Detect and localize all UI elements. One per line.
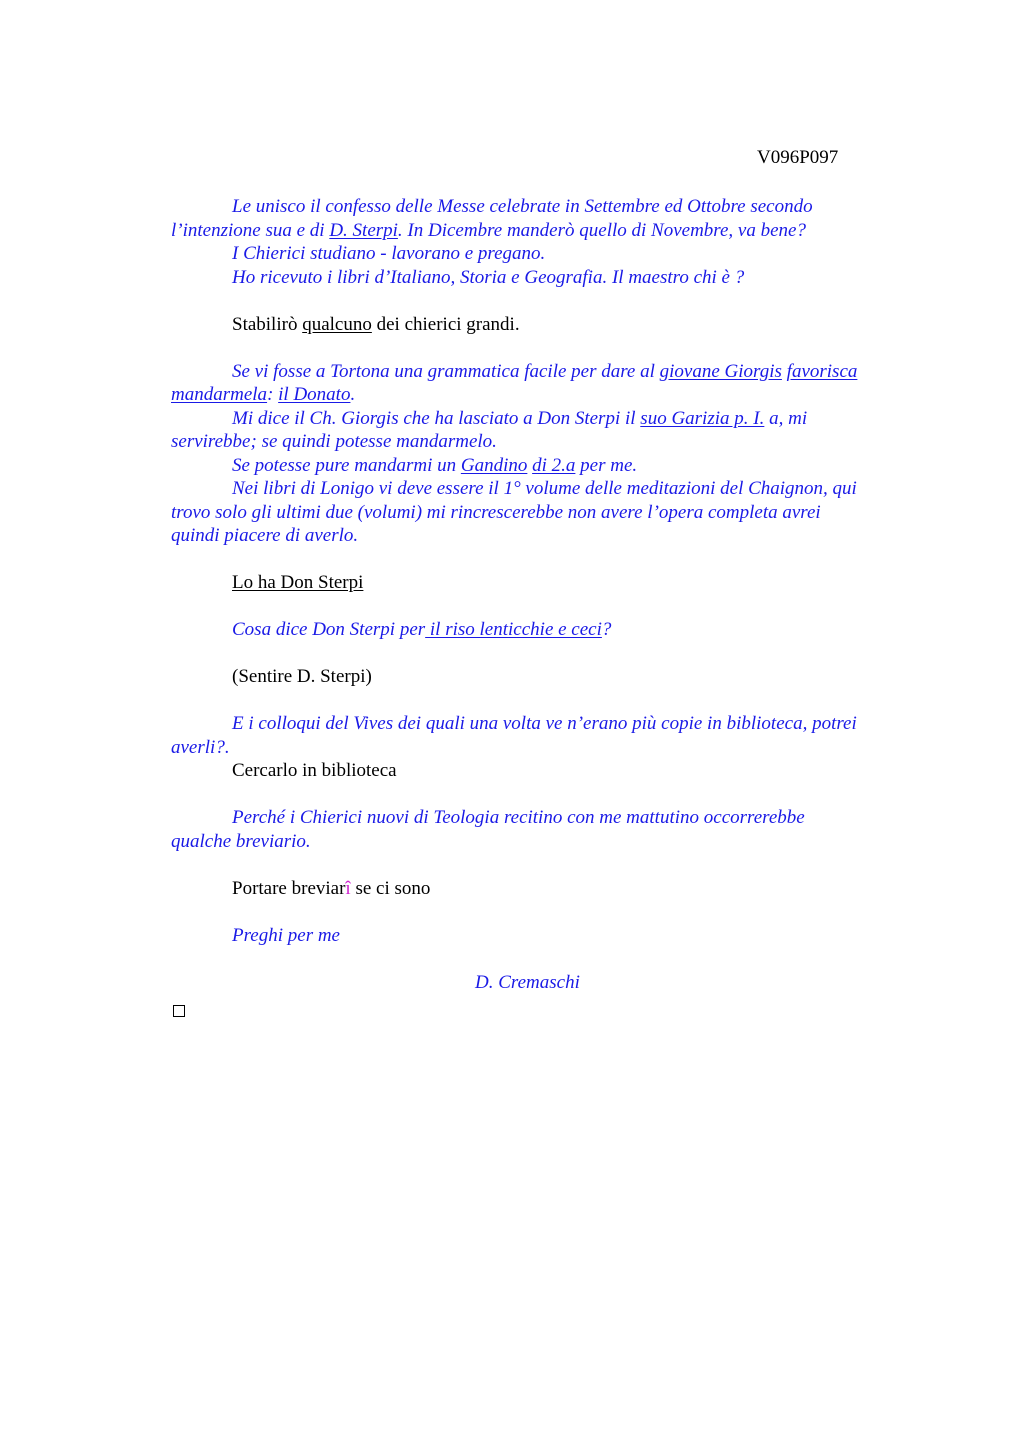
end-mark-box — [173, 1005, 185, 1017]
spacer — [171, 642, 923, 666]
note-library: Cercarlo in biblioteca — [232, 760, 397, 781]
page-identifier: V096P097 — [757, 147, 839, 168]
underlined-text: D. Sterpi — [329, 219, 398, 241]
spacer — [171, 595, 923, 619]
paragraph-rice — [171, 618, 923, 642]
paragraph-grammar-cont — [171, 383, 923, 407]
spacer — [171, 783, 923, 807]
paragraph-vives-cont: averli?. — [171, 736, 230, 758]
paragraph-gandino — [171, 454, 923, 478]
underlined-text: favorisca — [786, 360, 858, 382]
paragraph-chaignon: Nei libri di Lonigo vi deve essere il 1° volume delle meditazioni del Chaignon, qui — [232, 478, 857, 499]
text-run: : — [267, 384, 279, 405]
spacer — [171, 853, 923, 877]
spacer — [171, 689, 923, 713]
spacer — [171, 289, 923, 313]
paragraph-vives: E i colloqui del Vives dei quali una volta ve n’erano più copie in biblioteca, potrei — [232, 713, 857, 734]
text-run: Mi dice il Ch. Giorgis che ha lasciato a Don Sterpi il — [232, 407, 641, 429]
paragraph-chaignon-end: quindi piacere di averlo. — [171, 525, 359, 546]
text-run: Se vi fosse a Tortona una grammatica facile per dare al — [232, 360, 660, 382]
text-run: Stabilirò — [232, 313, 303, 335]
spacer — [171, 947, 923, 971]
text-run: se ci sono — [350, 877, 431, 899]
paragraph-clerics: I Chierici studiano - lavorano e pregano. — [232, 243, 546, 264]
underlined-text: il riso lenticchie e ceci — [425, 619, 602, 640]
underlined-text: giovane Giorgis — [659, 360, 782, 382]
underlined-text: mandarmela — [171, 384, 268, 405]
text-run: dei chierici grandi. — [371, 313, 520, 335]
underlined-text: suo Garizia p. I. — [640, 407, 765, 429]
paragraph-garizia — [171, 407, 923, 431]
underlined-text: il Donato — [278, 384, 351, 405]
text-run: ? — [601, 619, 612, 640]
note-don-sterpi — [171, 571, 923, 595]
note-teacher — [171, 313, 923, 337]
text-run: per me. — [575, 454, 638, 476]
paragraph-books: Ho ricevuto i libri d’Italiano, Storia e Geografia. Il maestro chi è ? — [232, 266, 745, 288]
underlined-text: di 2.a — [532, 454, 576, 476]
note-ask-sterpi: (Sentire D. Sterpi) — [232, 666, 372, 687]
text-run: . — [350, 384, 356, 405]
text-run: Cosa dice Don Sterpi per — [232, 619, 426, 640]
text-run: Portare breviar — [232, 877, 346, 899]
paragraph-garizia-cont: servirebbe; se quindi potesse mandarmelo. — [171, 431, 497, 452]
correction-mark: î — [345, 877, 351, 899]
paragraph-grammar — [171, 360, 923, 384]
signature: D. Cremaschi — [475, 971, 580, 993]
paragraph-breviary-cont: qualche breviario. — [171, 830, 311, 852]
text-run: . In Dicembre manderò quello di Novembre, va bene? — [397, 219, 806, 241]
text-run: Le unisco il confesso delle Messe celebrate in Settembre ed Ottobre secondo — [232, 196, 813, 217]
letter-body — [171, 195, 923, 994]
paragraph-breviary: Perché i Chierici nuovi di Teologia recitino con me mattutino occorrerebbe — [232, 807, 805, 828]
underlined-text: Gandino — [460, 454, 528, 476]
paragraph-chaignon-cont: trovo solo gli ultimi due (volumi) mi rincrescerebbe non avere l’opera completa avrei — [171, 501, 821, 523]
text-run: Se potesse pure mandarmi un — [232, 454, 461, 476]
spacer — [171, 548, 923, 572]
note-breviaries — [171, 877, 923, 901]
spacer — [171, 336, 923, 360]
paragraph-masses — [171, 195, 923, 219]
text-run: l’intenzione sua e di — [171, 219, 330, 241]
underlined-text: qualcuno — [302, 313, 372, 335]
underlined-text: Lo ha Don Sterpi — [232, 572, 364, 593]
paragraph-masses-cont — [171, 219, 923, 243]
spacer — [171, 900, 923, 924]
text-run: a, mi — [764, 407, 808, 429]
paragraph-closing: Preghi per me — [232, 924, 340, 946]
